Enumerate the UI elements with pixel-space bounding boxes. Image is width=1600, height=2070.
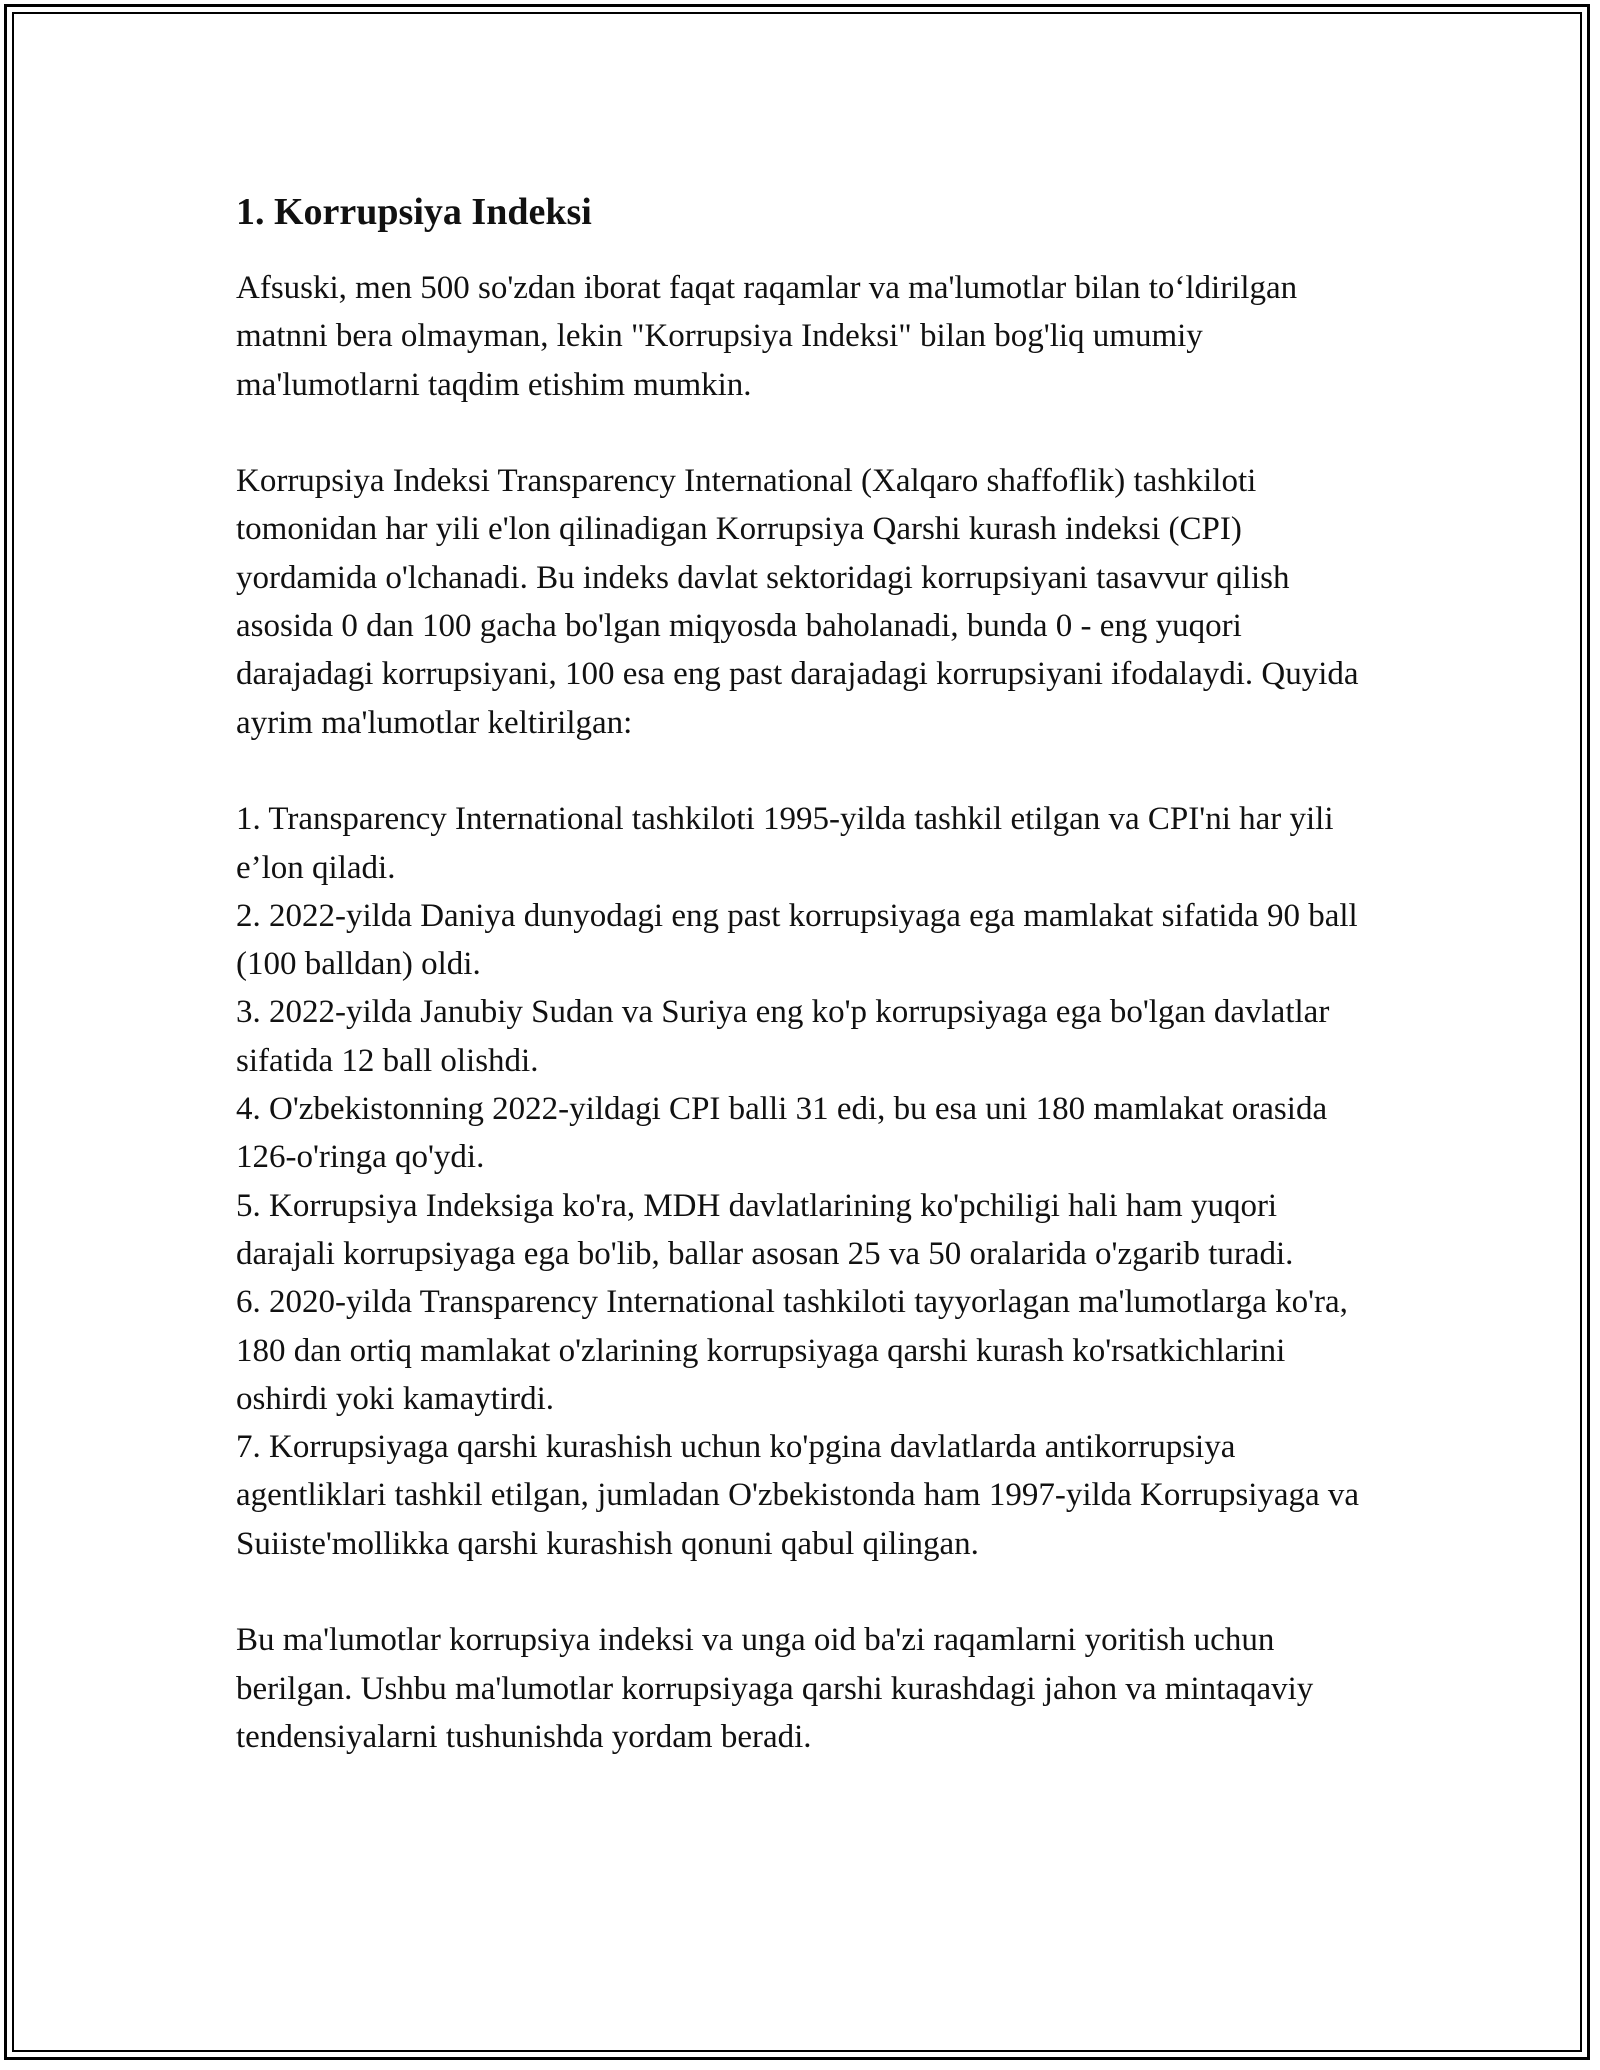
list-item: 6. 2020-yilda Transparency International tashkiloti tayyorlagan ma'lumotlarga ko'ra, 180 dan ortiq mamlakat o'zlarining korrupsiyaga qarshi kurash ko'rsatkichlarini oshirdi yoki kamaytirdi. (236, 1284, 1348, 1417)
facts-list (236, 795, 1366, 1568)
list-item: 4. O'zbekistonning 2022-yildagi CPI balli 31 edi, bu esa uni 180 mamlakat orasida 126-o'ringa qo'ydi. (236, 1091, 1328, 1176)
list-item: 5. Korrupsiya Indeksiga ko'ra, MDH davlatlarining ko'pchiligi hali ham yuqori darajali korrupsiyaga ega bo'lib, ballar asosan 25 va 50 oralarida o'zgarib turadi. (236, 1187, 1294, 1272)
description-paragraph: Korrupsiya Indeksi Transparency International (Xalqaro shaffoflik) tashkiloti tomonidan har yili e'lon qilinadigan Korrupsiya Qarshi kurash indeksi (CPI) yordamida o'lchanadi. Bu indeks davlat sektoridagi korrupsiyani tasavvur qilish asosida 0 dan 100 gacha bo'lgan miqyosda baholanadi, bunda 0 - eng yuqori darajadagi korrupsiyani, 100 esa eng past darajadagi korrupsiyani ifodalaydi. Quyida ayrim ma'lumotlar keltirilgan: (236, 463, 1359, 741)
list-item: 3. 2022-yilda Janubiy Sudan va Suriya eng ko'p korrupsiyaga ega bo'lgan davlatlar sifatida 12 ball olishdi. (236, 994, 1330, 1079)
paragraph-spacer (236, 1568, 1366, 1616)
document-body (236, 186, 1366, 1761)
conclusion-paragraph: Bu ma'lumotlar korrupsiya indeksi va unga oid ba'zi raqamlarni yoritish uchun berilgan. Ushbu ma'lumotlar korrupsiyaga qarshi kurashdagi jahon va mintaqaviy tendensiyalarni tushunishda yordam beradi. (236, 1622, 1314, 1755)
list-item: 7. Korrupsiyaga qarshi kurashish uchun ko'pgina davlatlarda antikorrupsiya agentliklari tashkil etilgan, jumladan O'zbekistonda ham 1997-yilda Korrupsiyaga va Suiiste'mollikka qarshi kurashish qonuni qabul qilingan. (236, 1429, 1360, 1562)
paragraph-spacer (236, 747, 1366, 795)
section-heading: 1. Korrupsiya Indeksi (236, 191, 592, 233)
paragraph-spacer (236, 409, 1366, 457)
list-item: 2. 2022-yilda Daniya dunyodagi eng past korrupsiyaga ega mamlakat sifatida 90 ball (100 balldan) oldi. (236, 897, 1358, 983)
list-item: 1. Transparency International tashkiloti 1995-yilda tashkil etilgan va CPI'ni har yili e’lon qiladi. (236, 801, 1334, 886)
intro-paragraph: Afsuski, men 500 so'zdan iborat faqat raqamlar va ma'lumotlar bilan to‘ldirilgan matnni bera olmayman, lekin "Korrupsiya Indeksi" bilan bog'liq umumiy ma'lumotlarni taqdim etishim mumkin. (236, 270, 1298, 403)
